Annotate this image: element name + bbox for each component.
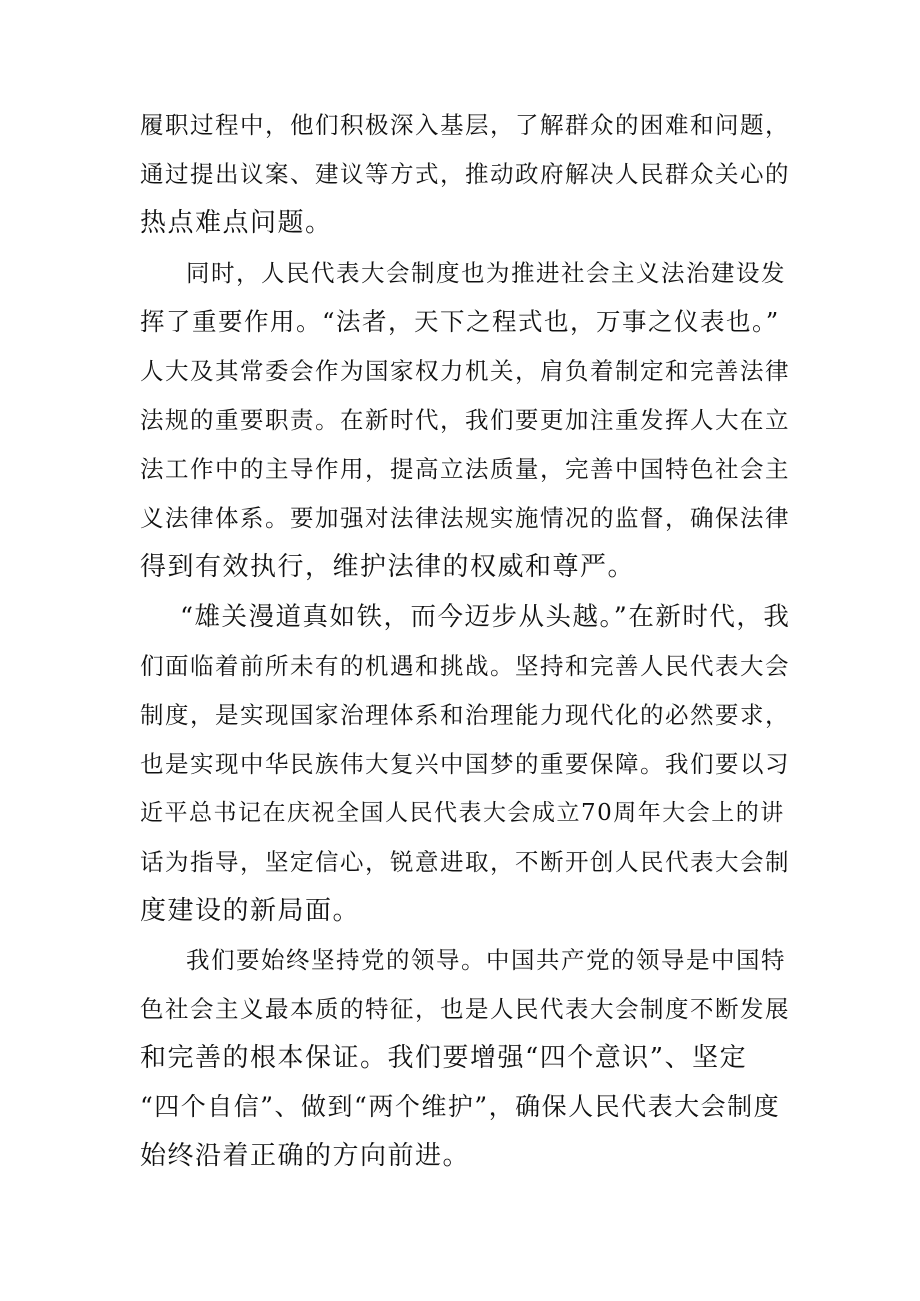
text-line: 同时，人民代表大会制度也为推进社会主义法治建设发 [186,259,786,287]
text-line: 义法律体系。要加强对法律法规实施情况的监督，确保法律 [140,504,790,532]
text-line: 度建设的新局面。 [140,896,361,926]
text-line: 通过提出议案、建议等方式，推动政府解决人民群众关心的 [140,160,790,188]
text-line: 得到有效执行，维护法律的权威和尊严。 [140,552,636,582]
text-line: 我们要始终坚持党的领导。中国共产党的领导是中国特 [186,946,786,974]
text-line: 人大及其常委会作为国家权力机关，肩负着制定和完善法律 [140,357,790,385]
text-line: 色社会主义最本质的特征，也是人民代表大会制度不断发展 [140,995,790,1023]
text-line: 挥了重要作用。“法者，天下之程式也，万事之仪表也。” [140,307,780,336]
text-line: 也是实现中华民族伟大复兴中国梦的重要保障。我们要以习 [140,750,790,778]
text-line: 话为指导，坚定信心，锐意进取，不断开创人民代表大会制 [140,848,790,876]
text-line: “四个自信”、做到“两个维护”，确保人民代表大会制度 [140,1092,781,1121]
text-line: 制度，是实现国家治理体系和治理能力现代化的必然要求， [140,701,790,729]
text-line: 近平总书记在庆祝全国人民代表大会成立70周年大会上的讲 [140,800,785,826]
text-line: 法规的重要职责。在新时代，我们要更加注重发挥人大在立 [140,406,790,434]
text-line: 法工作中的主导作用，提高立法质量，完善中国特色社会主 [140,455,790,483]
text-line: “雄关漫道真如铁，而今迈步从头越。”在新时代，我 [180,602,791,632]
text-line: 和完善的根本保证。我们要增强“四个意识”、坚定 [140,1043,748,1073]
text-line: 们面临着前所未有的机遇和挑战。坚持和完善人民代表大会 [140,652,790,680]
text-line: 热点难点问题。 [140,208,333,238]
text-line: 履职过程中，他们积极深入基层，了解群众的困难和问题， [140,111,790,139]
text-line: 始终沿着正确的方向前进。 [140,1141,471,1171]
